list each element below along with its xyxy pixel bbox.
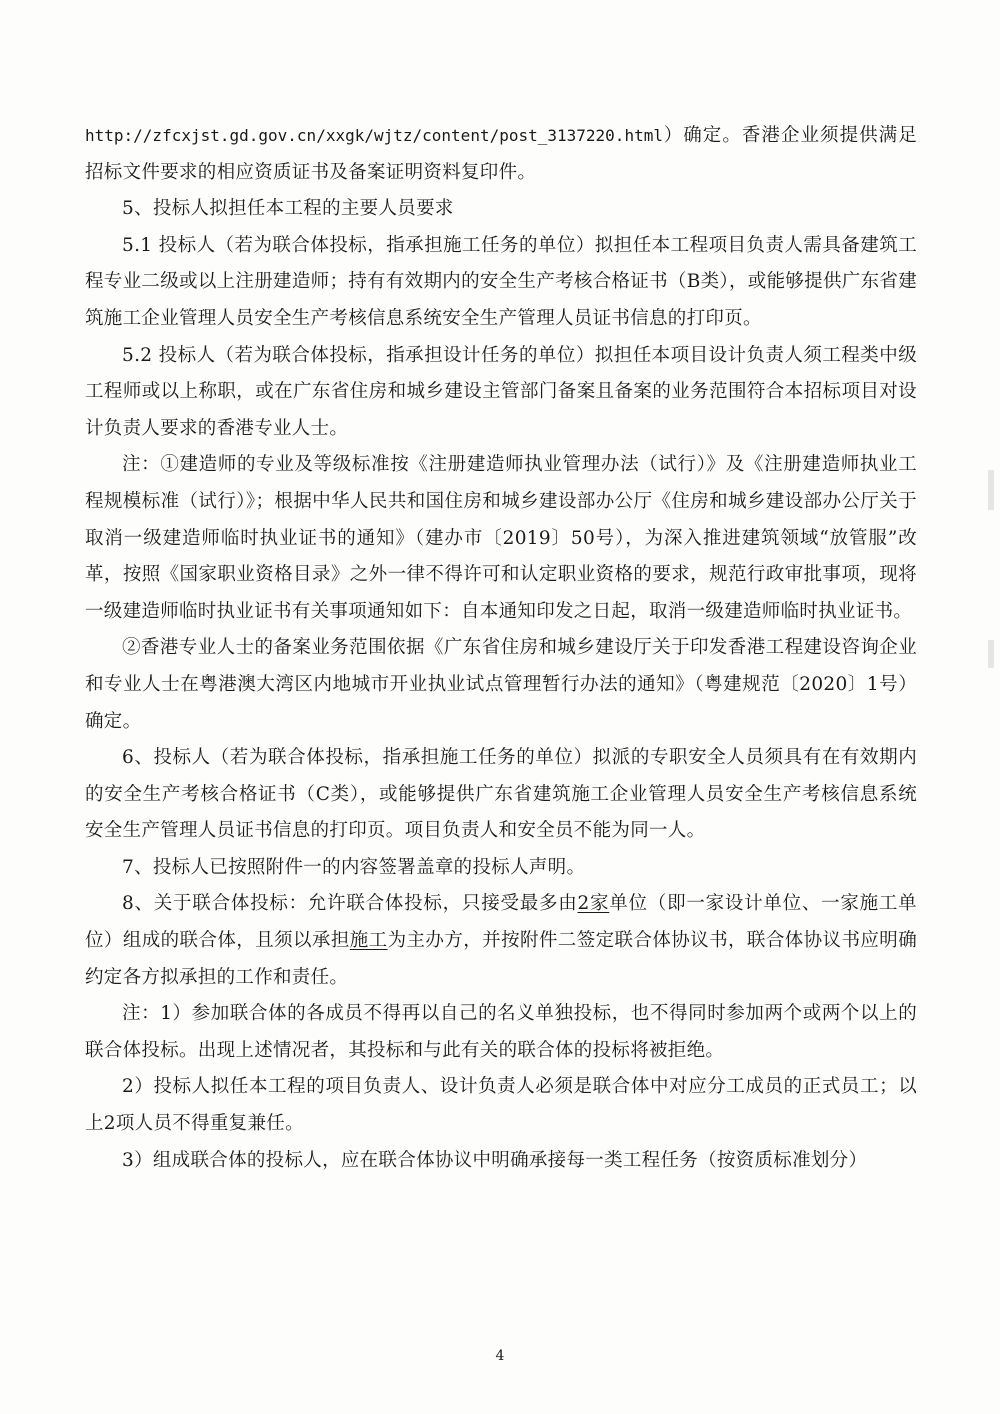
paragraph-5-2: 5.2 投标人（若为联合体投标，指承担设计任务的单位）拟担任本项目设计负责人须工程类中级工程师或以上称职，或在广东省住房和城乡建设主管部门备案且备案的业务范围符合本招标项目对设计负责人要求的香港专业人士。 bbox=[85, 344, 917, 439]
paragraph-8-text-a: 8、关于联合体投标：允许联合体投标，只接受最多由 bbox=[122, 893, 578, 915]
scan-edge-mark bbox=[988, 470, 994, 510]
paragraph-6: 6、投标人（若为联合体投标，指承担施工任务的单位）拟派的专职安全人员须具有在有效期内的安全生产考核合格证书（C类），或能够提供广东省建筑施工企业管理人员安全生产考核信息系统安全生产管理人员证书信息的打印页。项目负责人和安全员不能为同一人。 bbox=[85, 747, 917, 842]
note-consortium-2: 2）投标人拟任本工程的项目负责人、设计负责人必须是联合体中对应分工成员的正式员工；以上2项人员不得重复兼任。 bbox=[85, 1076, 917, 1135]
paragraph-8-text-c: 单位（即一家设计单位、一家施工单位）组成的联合体，且须以承担 bbox=[85, 893, 917, 952]
note-2: ②香港专业人士的备案业务范围依据《广东省住房和城乡建设厅关于印发香港工程建设咨询企业和专业人士在粤港澳大湾区内地城市开业执业试点管理暂行办法的通知》（粤建规范〔2020〕1号）确定。 bbox=[85, 637, 917, 732]
note-consortium-3: 3）组成联合体的投标人，应在联合体协议中明确承接每一类工程任务（按资质标准划分） bbox=[122, 1149, 868, 1171]
paragraph-text: ）确定。香港企业须提供满足招标文件要求的相应资质证书及备案证明资料复印件。 bbox=[85, 125, 917, 183]
paragraph-8-text-e: 为主办方，并按附件二签定联合体协议书，联合体协议书应明确约定各方拟承担的工作和责任。 bbox=[85, 930, 917, 988]
underlined-lead-role: 施工 bbox=[349, 930, 388, 952]
note-1: 注：①建造师的专业及等级标准按《注册建造师执业管理办法（试行）》及《注册建造师执业工程规模标准（试行）》；根据中华人民共和国住房和城乡建设部办公厅《住房和城乡建设部办公厅关于取消一级建造师临时执业证书的通知》（建办市〔2019〕50号），为深入推进建筑领域“放管服”改革，按照《国家职业资格目录》之外一律不得许可和认定职业资格的要求，规范行政审批事项，现将一级建造师临时执业证书有关事项通知如下：自本通知印发之日起，取消一级建造师临时执业证书。 bbox=[85, 454, 917, 622]
note-consortium-1: 注：1）参加联合体的各成员不得再以自己的名义单独投标，也不得同时参加两个或两个以上的联合体投标。出现上述情况者，其投标和与此有关的联合体的投标将被拒绝。 bbox=[85, 1003, 917, 1061]
page-number: 4 bbox=[495, 1348, 505, 1364]
section-heading-personnel: 5、投标人拟担任本工程的主要人员要求 bbox=[122, 198, 454, 220]
document-body bbox=[85, 118, 917, 1179]
underlined-count: 2家 bbox=[577, 893, 610, 915]
paragraph-url-continuation bbox=[85, 118, 917, 191]
paragraph-8 bbox=[85, 886, 917, 996]
paragraph-5-1: 5.1 投标人（若为联合体投标，指承担施工任务的单位）拟担任本工程项目负责人需具备建筑工程专业二级或以上注册建造师；持有有效期内的安全生产考核合格证书（B类），或能够提供广东省建筑施工企业管理人员安全生产考核信息系统安全生产管理人员证书信息的打印页。 bbox=[85, 234, 917, 329]
url-text: http://zfcxjst.gd.gov.cn/xxgk/wjtz/content/post_3137220.html bbox=[85, 126, 663, 145]
paragraph-7: 7、投标人已按照附件一的内容签署盖章的投标人声明。 bbox=[122, 856, 586, 878]
scan-edge-mark bbox=[988, 640, 994, 668]
